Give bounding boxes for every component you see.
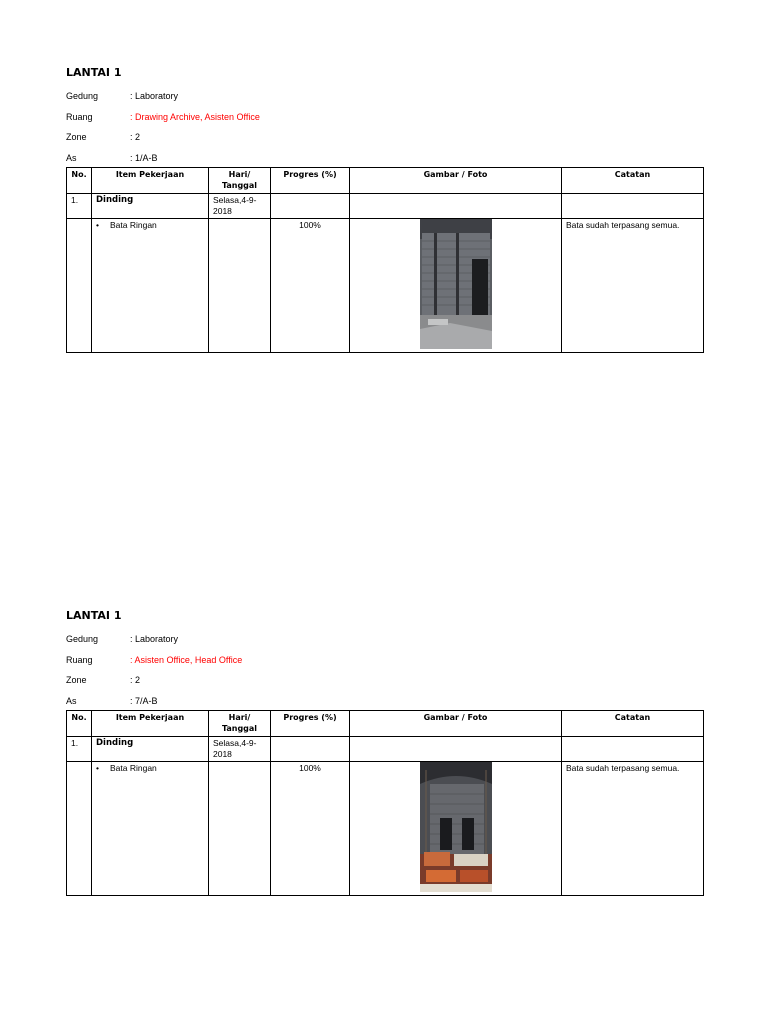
cell-date: Selasa,4-9-2018 [209,737,271,762]
meta-value: : 2 [130,675,141,685]
cell-photo [350,219,562,353]
cell-date [209,219,271,353]
meta-label: Zone [66,132,87,142]
meta-as [66,152,703,173]
section-title: LANTAI 1 [66,609,122,622]
site-photo [420,762,492,892]
header-progress: Progres (%) [271,711,350,737]
header-notes: Catatan [562,168,704,194]
meta-value: : 1/A-B [130,152,158,163]
meta-label: Ruang [66,654,93,665]
cell-item: Dinding [92,194,209,219]
report-section-2 [66,609,703,896]
meta-as [66,695,703,716]
meta-gedung [66,90,703,111]
cell-no: 1. [67,194,92,219]
cell-item [92,219,209,353]
header-item: Item Pekerjaan [92,168,209,194]
progress-table [66,710,704,896]
header-date: Hari/ Tanggal [209,168,271,194]
cell-progress: 100% [271,219,350,353]
cell-progress: 100% [271,762,350,896]
cell-date: Selasa,4-9-2018 [209,194,271,219]
meta-label: Zone [66,675,87,685]
meta-label: Ruang [66,111,93,122]
cell-notes: Bata sudah terpasang semua. [562,762,704,896]
header-photo: Gambar / Foto [350,168,562,194]
table-row [67,737,704,762]
header-date: Hari/ Tanggal [209,711,271,737]
report-section-1 [66,66,703,353]
header-photo: Gambar / Foto [350,711,562,737]
cell-no: 1. [67,737,92,762]
photo-wall-image [420,762,492,892]
cell-notes [562,194,704,219]
cell-notes: Bata sudah terpasang semua. [562,219,704,353]
item-label: Bata Ringan [110,763,157,773]
meta-value: : Drawing Archive, Asisten Office [130,111,260,122]
item-label: Bata Ringan [110,220,157,230]
meta-label: As [66,152,77,163]
photo-wall-image [420,219,492,349]
meta-value: : Laboratory [130,634,179,644]
meta-label: Gedung [66,634,99,644]
table-row [67,194,704,219]
section-title: LANTAI 1 [66,66,122,79]
cell-progress [271,737,350,762]
cell-photo [350,737,562,762]
header-progress: Progres (%) [271,168,350,194]
meta-zone [66,131,703,152]
meta-label: As [66,695,77,706]
progress-table [66,167,704,353]
table-row [67,219,704,353]
meta-value: : Laboratory [130,91,179,101]
meta-ruang [66,111,703,132]
meta-value: : Asisten Office, Head Office [130,654,243,665]
header-no: No. [67,168,92,194]
bullet-icon: • [96,763,99,773]
cell-no [67,762,92,896]
site-photo [420,219,492,349]
header-no: No. [67,711,92,737]
cell-photo [350,762,562,896]
cell-no [67,219,92,353]
meta-gedung [66,633,703,654]
meta-value: : 7/A-B [130,695,158,706]
cell-date [209,762,271,896]
cell-item [92,762,209,896]
header-notes: Catatan [562,711,704,737]
table-row [67,762,704,896]
meta-ruang [66,654,703,675]
cell-notes [562,737,704,762]
cell-photo [350,194,562,219]
meta-value: : 2 [130,132,141,142]
meta-zone [66,674,703,695]
cell-progress [271,194,350,219]
bullet-icon: • [96,220,99,230]
header-item: Item Pekerjaan [92,711,209,737]
meta-label: Gedung [66,91,99,101]
cell-item: Dinding [92,737,209,762]
